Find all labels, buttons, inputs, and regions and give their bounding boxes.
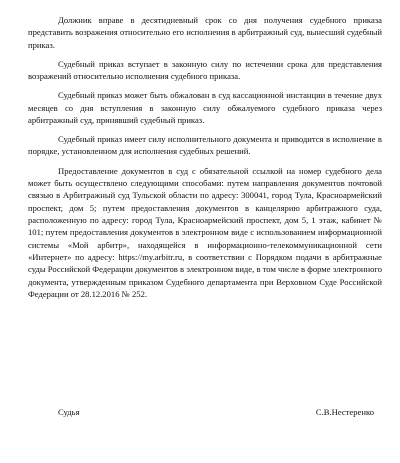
signature-name: С.В.Нестеренко bbox=[315, 407, 374, 417]
paragraph-enforcement: Судебный приказ имеет силу исполнительного документа и приводится в исполнение в порядке, установленном для исполнения судебных решений. bbox=[28, 134, 382, 157]
paragraph-appeal: Судебный приказ может быть обжалован в суд кассационной инстанции в течение двух месяцев со дня вступления в законную силу обжалуемого судебного приказа через арбитражный суд, принявший судебный приказ. bbox=[28, 90, 382, 125]
signature-role: Судья bbox=[58, 407, 80, 417]
document-body bbox=[28, 14, 382, 300]
paragraph-document-submission: Предоставление документов в суд с обязательной ссылкой на номер судебного дела может быть осуществлено следующими способами: путем направления документов почтовой связью в Арбитражный суд Тульской области по адресу: 300041, город Тула, Красноармейский проспект, дом 5; путем предоставления документов в канцелярию арбитражного суда, расположенную по адресу: город Тула, Красноармейский проспект, дом 5, 1 этаж, кабинет № 101; путем предоставления документов в электронном виде с использованием информационной системы «Мой арбитр», находящейся в информационно-телекоммуникационной сети «Интернет» по адресу: https://my.arbitr.ru, в соответствии с Порядком подачи в арбитражные суды Российской Федерации документов в электронном виде, в том числе в форме электронного документа, утвержденным приказом Судебного департамента при Верховном Суде Российской Федерации от 28.12.2016 № 252. bbox=[28, 165, 382, 300]
paragraph-entry-into-force: Судебный приказ вступает в законную силу по истечении срока для представления возражений относительно исполнения судебного приказа. bbox=[28, 58, 382, 82]
paragraph-objections: Должник вправе в десятидневный срок со дня получения судебного приказа представить возражения относительно его исполнения в арбитражный суд, вынесший судебный приказ. bbox=[28, 15, 382, 50]
